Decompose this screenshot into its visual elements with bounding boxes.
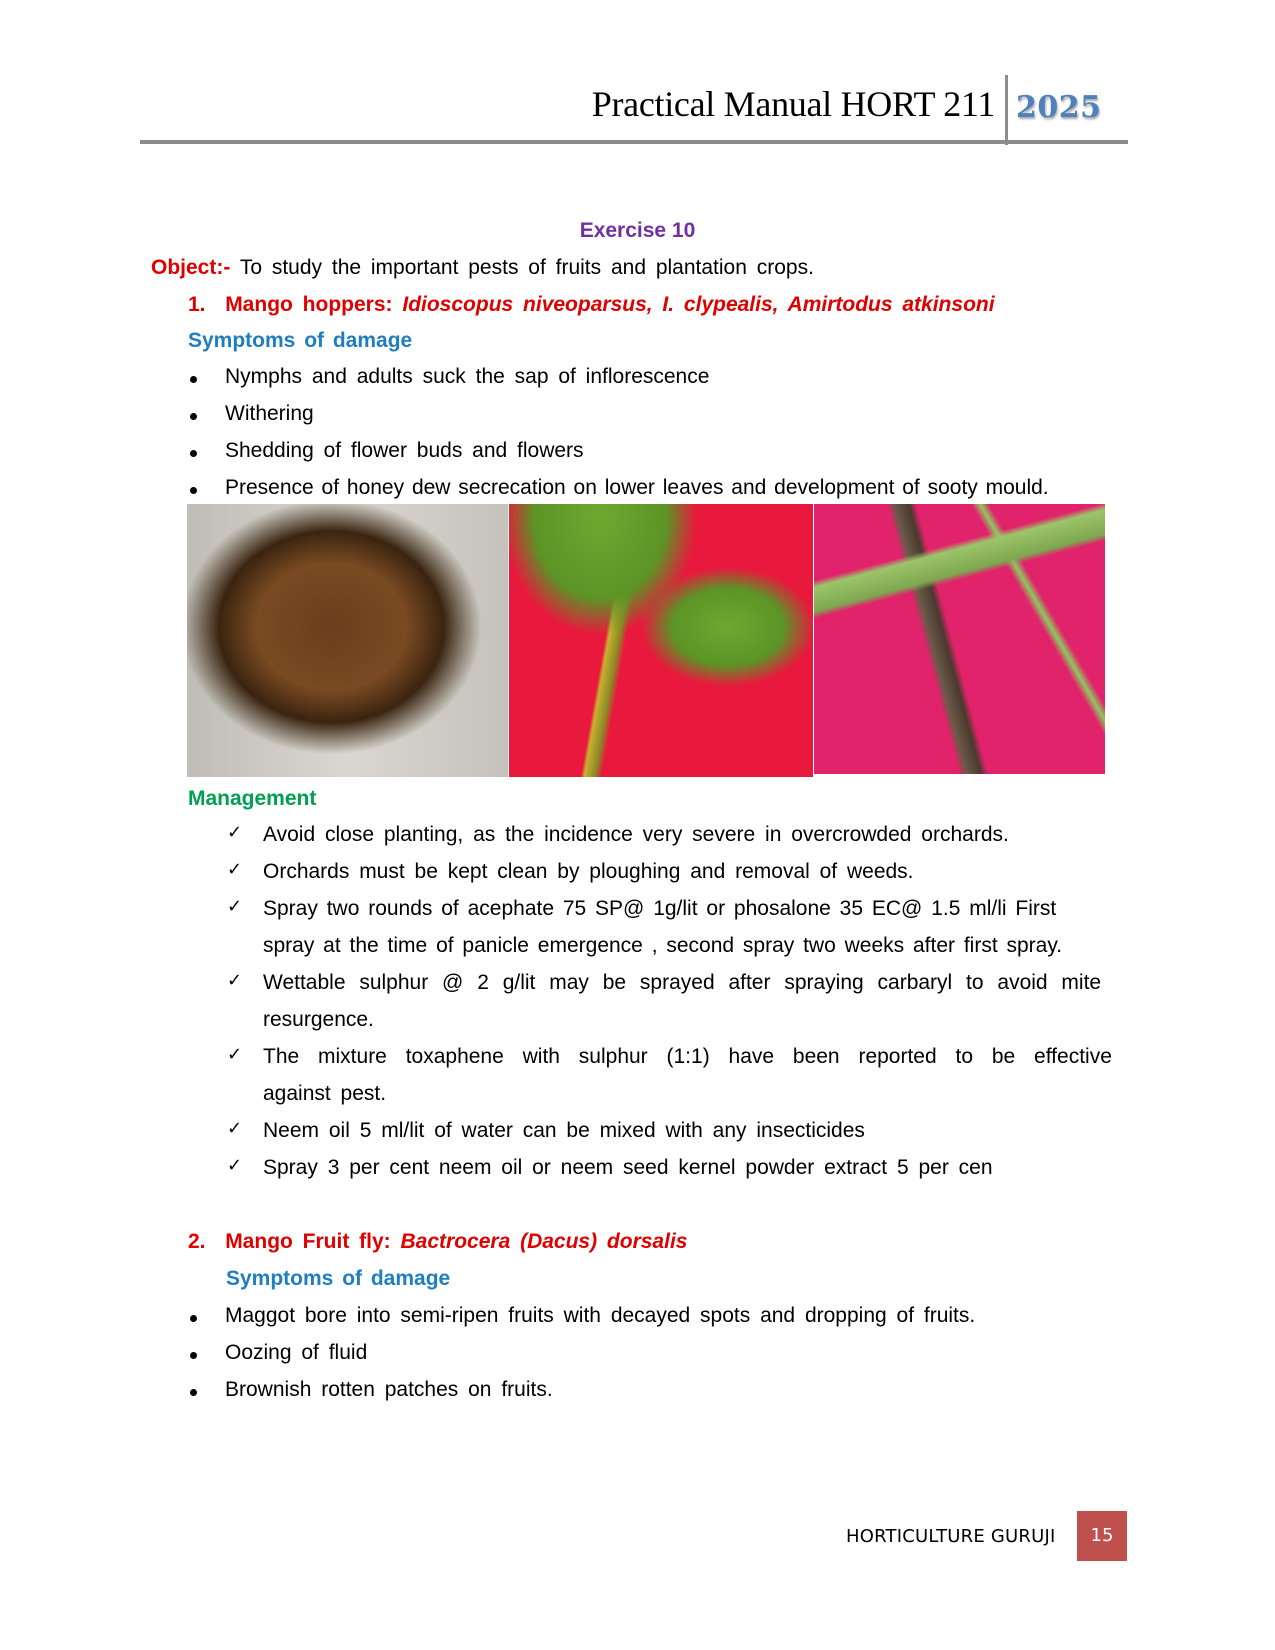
pest-1-name: Mango hoppers: [225,293,393,316]
mango-hopper-nymphs-photo [509,504,813,777]
pest-1-management-heading: Management [188,787,317,810]
check-icon: ✓ [227,859,243,880]
list-item: Avoid close planting, as the incidence very severe in overcrowded orchards. [263,823,1009,846]
pest-1-scientific: Idioscopus niveoparsus, I. clypealis, Amirtodus atkinsoni [402,293,995,316]
bullet-icon [190,413,197,420]
mango-hopper-adult-photo [187,504,508,777]
list-item: Neem oil 5 ml/lit of water can be mixed with any insecticides [263,1119,865,1142]
header-divider [1005,75,1008,145]
list-item: Maggot bore into semi-ripen fruits with decayed spots and dropping of fruits. [225,1304,976,1327]
header-title: Practical Manual HORT 211 [591,84,995,124]
list-item: Brownish rotten patches on fruits. [225,1378,553,1401]
list-item: Orchards must be kept clean by ploughing and removal of weeds. [263,860,914,883]
exercise-title: Exercise 10 [579,219,696,242]
list-item: Shedding of flower buds and flowers [225,439,584,462]
check-icon: ✓ [227,1044,243,1065]
bullet-icon [190,450,197,457]
bullet-icon [190,1389,197,1396]
object-line [151,256,814,280]
footer-brand: HORTICULTURE GURUJI [846,1526,1056,1547]
check-icon: ✓ [227,1155,243,1176]
bullet-icon [190,1315,197,1322]
list-item: Withering [225,402,314,425]
list-item-continuation: resurgence. [263,1008,374,1031]
object-label: Object:- [151,256,231,279]
pest-2-number: 2. [188,1230,206,1253]
list-item: The mixture toxaphene with sulphur (1:1) have been reported to be effective [263,1045,1112,1068]
list-item: Spray 3 per cent neem oil or neem seed kernel powder extract 5 per cen [263,1156,993,1179]
list-item: Nymphs and adults suck the sap of inflorescence [225,365,710,388]
bullet-icon [190,487,197,494]
bullet-icon [190,376,197,383]
pest-2-heading [188,1230,687,1254]
mango-hopper-infestation-photo [814,504,1105,774]
pest-1-number: 1. [188,293,206,316]
bullet-icon [190,1352,197,1359]
pest-2-name: Mango Fruit fly: [225,1230,391,1253]
check-icon: ✓ [227,1118,243,1139]
list-item: Oozing of fluid [225,1341,368,1364]
page-number-badge: 15 [1077,1511,1127,1561]
list-item-continuation: against pest. [263,1082,387,1105]
object-text: To study the important pests of fruits and plantation crops. [239,256,814,279]
check-icon: ✓ [227,822,243,843]
list-item: Wettable sulphur @ 2 g/lit may be sprayed after spraying carbaryl to avoid mite [263,971,1102,994]
check-icon: ✓ [227,896,243,917]
header-rule [140,140,1128,144]
pest-1-symptoms-heading: Symptoms of damage [188,329,413,352]
pest-1-heading [188,293,995,317]
pest-2-symptoms-heading: Symptoms of damage [226,1267,451,1290]
list-item: Presence of honey dew secrecation on lower leaves and development of sooty mould. [225,476,1049,499]
check-icon: ✓ [227,970,243,991]
list-item: Spray two rounds of acephate 75 SP@ 1g/lit or phosalone 35 EC@ 1.5 ml/li First [263,897,1057,920]
header-year: 2025 [1016,90,1102,125]
list-item-continuation: spray at the time of panicle emergence , second spray two weeks after first spray. [263,934,1063,957]
pest-2-scientific: Bactrocera (Dacus) dorsalis [400,1230,688,1253]
